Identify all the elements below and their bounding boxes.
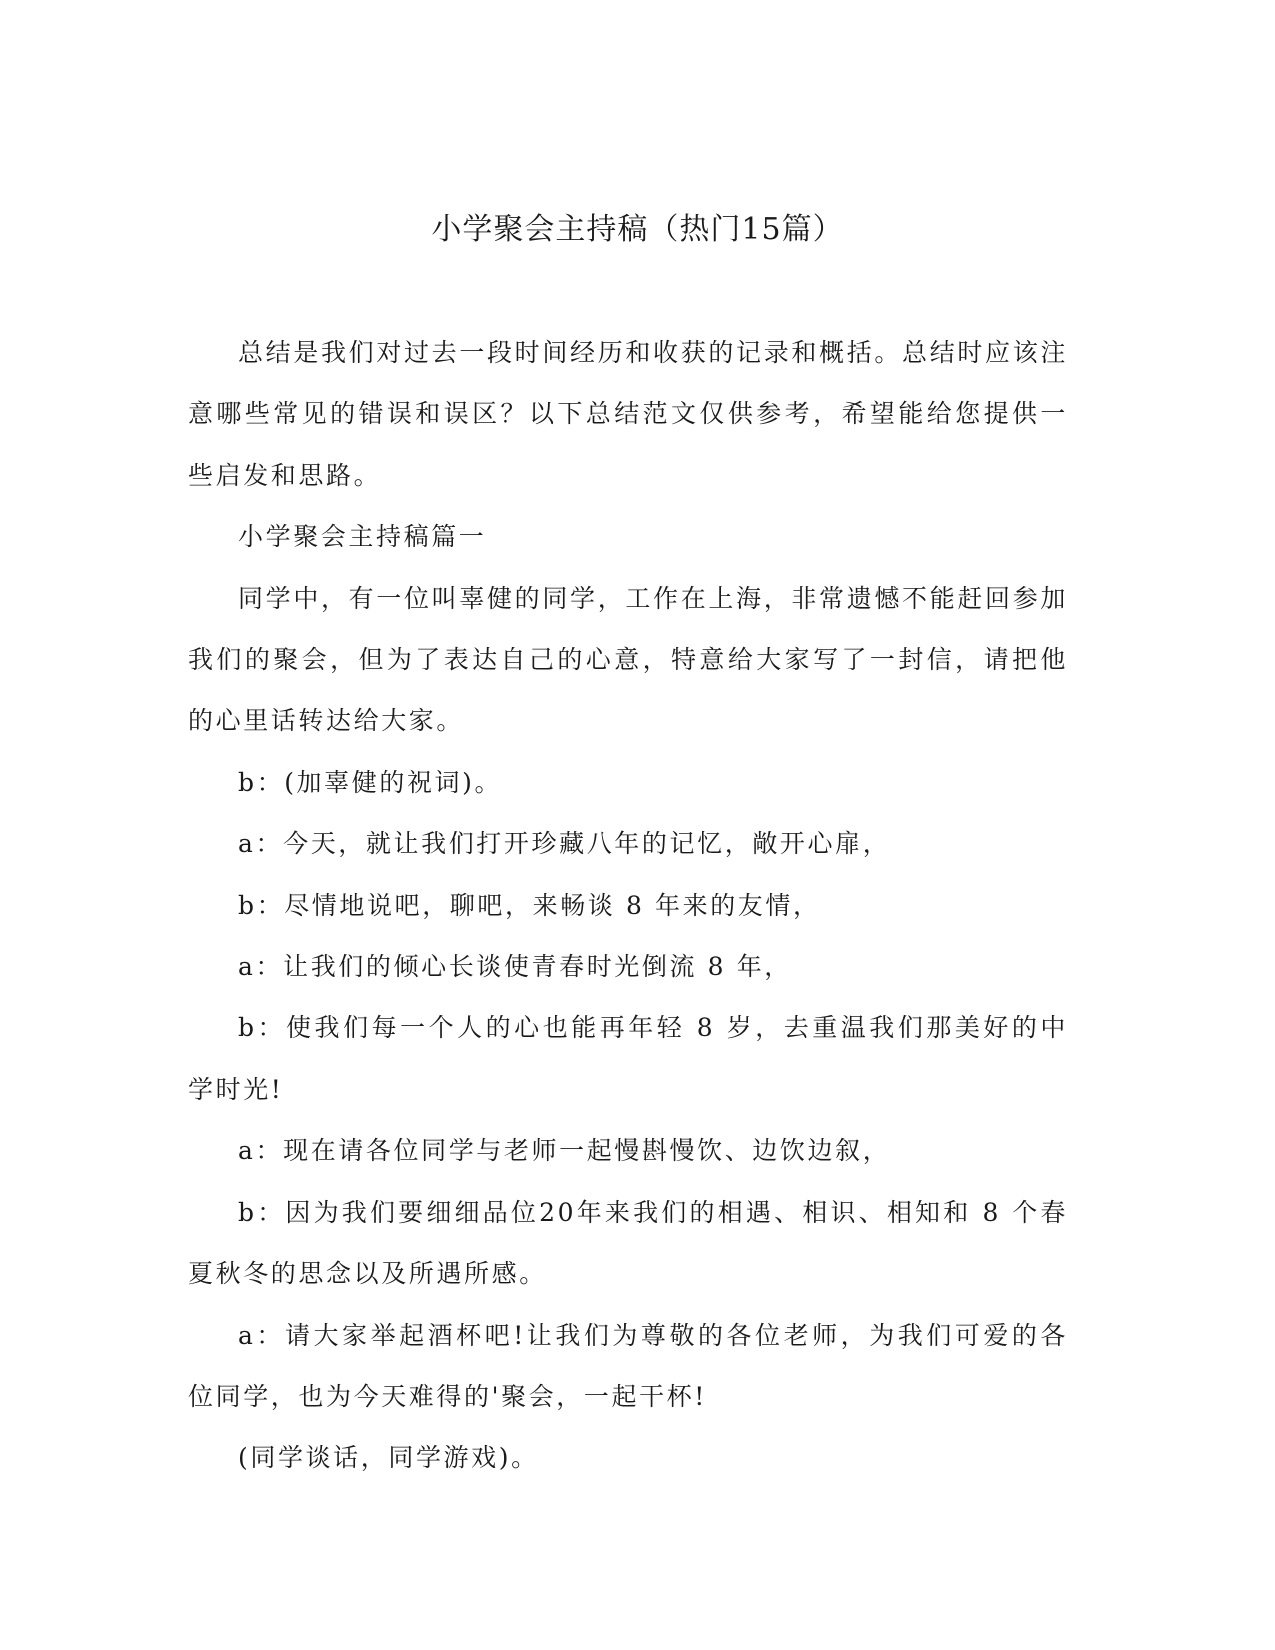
dialogue-line: b：尽情地说吧，聊吧，来畅谈 8 年来的友情， xyxy=(238,890,821,920)
dialogue-line: b：(加辜健的祝词)。 xyxy=(238,767,503,797)
dialogue-line: b：使我们每一个人的心也能再年轻 8 岁，去重温我们那美好的中学时光! xyxy=(188,1013,1068,1104)
dialogue-line: a：请大家举起酒杯吧!让我们为尊敬的各位老师，为我们可爱的各位同学，也为今天难得的'聚会，一起干杯! xyxy=(188,1320,1068,1411)
dialogue-line: a：让我们的倾心长谈使青春时光倒流 8 年， xyxy=(238,952,792,982)
intro-paragraph: 总结是我们对过去一段时间经历和收获的记录和概括。总结时应该注意哪些常见的错误和误区？以下总结范文仅供参考，希望能给您提供一些启发和思路。 xyxy=(188,338,1068,490)
section-heading: 小学聚会主持稿篇一 xyxy=(238,522,487,552)
dialogue-line: a：现在请各位同学与老师一起慢斟慢饮、边饮边叙， xyxy=(238,1136,891,1166)
body-paragraph: 同学中，有一位叫辜健的同学，工作在上海，非常遗憾不能赶回参加我们的聚会，但为了表达自己的心意，特意给大家写了一封信，请把他的心里话转达给大家。 xyxy=(188,583,1068,736)
document-title: 小学聚会主持稿（热门15篇） xyxy=(431,212,844,247)
dialogue-line: a：今天，就让我们打开珍藏八年的记忆，敞开心扉， xyxy=(238,829,891,859)
document-body xyxy=(188,322,1068,1489)
stage-direction: (同学谈话，同学游戏)。 xyxy=(238,1443,539,1473)
dialogue-line: b：因为我们要细细品位20年来我们的相遇、相识、相知和 8 个春夏秋冬的思念以及所遇所感。 xyxy=(188,1197,1068,1289)
